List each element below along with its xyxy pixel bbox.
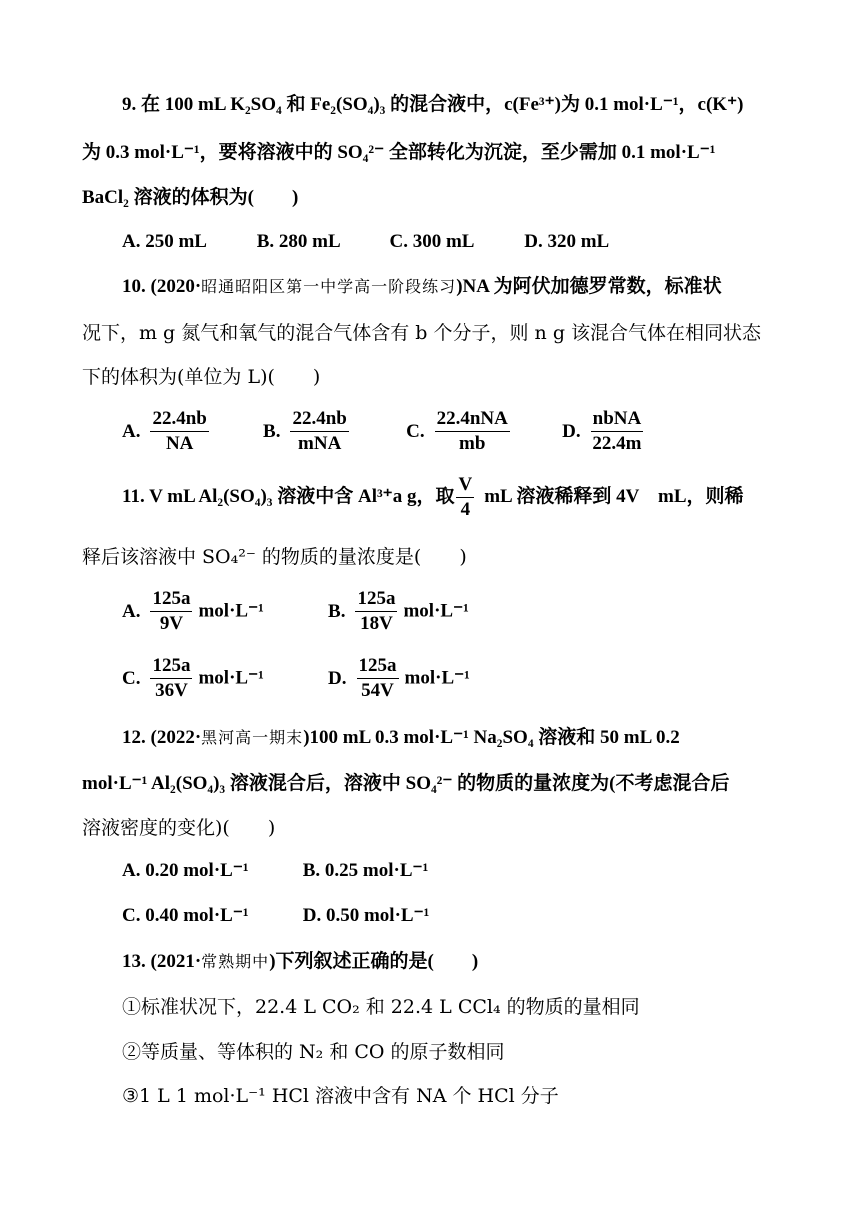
q13-line-1	[122, 949, 822, 975]
q13-number: 13. (2021·	[122, 951, 202, 972]
fraction-denominator: NA	[165, 433, 194, 454]
q11-line-1	[122, 474, 822, 526]
fraction	[355, 588, 397, 635]
q10-option-a	[122, 408, 257, 455]
q11-options-row-1	[122, 588, 822, 640]
option-label: C.	[122, 667, 141, 689]
fraction-denominator: 36V	[155, 680, 188, 701]
q12-option-c: C. 0.40 mol·L⁻¹	[122, 905, 249, 926]
unit-label: mol·L⁻¹	[198, 667, 264, 689]
q13-line-1-rest: )下列叙述正确的是( )	[269, 951, 479, 972]
fraction-denominator: mNA	[298, 433, 342, 454]
unit-label: mol·L⁻¹	[198, 600, 264, 622]
q9-option-d: D. 320 mL	[524, 231, 610, 252]
fraction	[150, 408, 208, 455]
unit-label: mol·L⁻¹	[404, 667, 470, 689]
fraction-numerator: V	[456, 474, 474, 498]
fraction	[357, 655, 399, 702]
fraction-numerator: nbNA	[591, 408, 644, 432]
fraction-denominator: mb	[459, 433, 486, 454]
option-label: B.	[328, 600, 346, 622]
q11-line-1-start: 11. V mL Al₂(SO₄)₃ 溶液中含 Al³⁺a g，取	[122, 485, 455, 507]
fraction	[290, 408, 348, 455]
option-label: A.	[122, 420, 141, 442]
q13-statement-3: ③1 L 1 mol·L⁻¹ HCl 溶液中含有 NA 个 HCl 分子	[122, 1085, 559, 1107]
q12-line-3: 溶液密度的变化)( )	[82, 817, 276, 839]
q11-option-d	[328, 655, 470, 702]
q12-option-b: B. 0.25 mol·L⁻¹	[302, 860, 429, 881]
q12-option-a: A. 0.20 mol·L⁻¹	[122, 860, 249, 881]
fraction-numerator: 125a	[355, 588, 397, 612]
q12-options-row-1	[122, 858, 822, 884]
q10-options	[122, 408, 822, 460]
unit-label: mol·L⁻¹	[403, 600, 469, 622]
option-label: C.	[406, 420, 425, 442]
fraction	[456, 474, 474, 521]
q11-option-b	[328, 588, 469, 635]
option-label: D.	[562, 420, 581, 442]
q9-line-1: 9. 在 100 mL K₂SO₄ 和 Fe₂(SO₄)₃ 的混合液中，c(Fe³⁺)为 0.1 mol·L⁻¹，c(K⁺)	[122, 94, 744, 115]
fraction	[150, 655, 192, 702]
q9-options	[122, 229, 822, 255]
option-label: D.	[328, 667, 347, 689]
fraction	[591, 408, 644, 455]
q13-source: 常熟期中	[201, 952, 270, 971]
q12-line-1-rest: )100 mL 0.3 mol·L⁻¹ Na₂SO₄ 溶液和 50 mL 0.2	[303, 727, 680, 748]
q11-option-a	[122, 588, 322, 635]
q10-line-1-rest: )NA 为阿伏加德罗常数，标准状	[456, 276, 722, 297]
q10-option-c	[406, 408, 556, 455]
fraction-numerator: 22.4nb	[150, 408, 208, 432]
q9-option-b: B. 280 mL	[256, 231, 341, 252]
fraction-numerator: 22.4nb	[290, 408, 348, 432]
q13-statement-1: ①标准状况下，22.4 L CO₂ 和 22.4 L CCl₄ 的物质的量相同	[122, 996, 640, 1018]
q12-line-2: mol·L⁻¹ Al₂(SO₄)₃ 溶液混合后，溶液中 SO₄²⁻ 的物质的量浓度为(不考虑混合后	[82, 773, 730, 794]
q11-line-2: 释后该溶液中 SO₄²⁻ 的物质的量浓度是( )	[82, 546, 467, 568]
fraction-denominator: 18V	[360, 613, 393, 634]
q12-number: 12. (2022·	[122, 727, 202, 748]
fraction-denominator: 22.4m	[592, 433, 642, 454]
q10-line-1	[122, 274, 822, 300]
q12-options-row-2	[122, 903, 822, 929]
q9-line-2: 为 0.3 mol·L⁻¹，要将溶液中的 SO₄²⁻ 全部转化为沉淀，至少需加 0.1 mol·L⁻¹	[82, 142, 716, 163]
fraction	[150, 588, 192, 635]
q10-line-3: 下的体积为(单位为 L)( )	[82, 366, 321, 388]
q10-number: 10. (2020·	[122, 276, 202, 297]
q11-option-c	[122, 655, 322, 702]
q9-option-a: A. 250 mL	[122, 231, 207, 252]
q10-option-d	[562, 408, 649, 455]
q9-option-c: C. 300 mL	[389, 231, 475, 252]
q11-line-1-end: mL 溶液稀释到 4V mL，则稀	[484, 485, 744, 507]
q11-options-row-2	[122, 655, 822, 707]
q12-line-1	[122, 725, 822, 751]
q9-line-3: BaCl₂ 溶液的体积为( )	[82, 187, 299, 208]
fraction	[435, 408, 510, 455]
q10-line-2: 况下，m g 氮气和氧气的混合气体含有 b 个分子，则 n g 该混合气体在相同状态	[82, 322, 762, 344]
fraction-numerator: 125a	[150, 588, 192, 612]
fraction-numerator: 22.4nNA	[435, 408, 510, 432]
fraction-numerator: 125a	[150, 655, 192, 679]
q13-statement-2: ②等质量、等体积的 N₂ 和 CO 的原子数相同	[122, 1041, 505, 1063]
option-label: A.	[122, 600, 141, 622]
q12-option-d: D. 0.50 mol·L⁻¹	[302, 905, 430, 926]
q10-source: 昭通昭阳区第一中学高一阶段练习	[201, 277, 457, 296]
fraction-numerator: 125a	[357, 655, 399, 679]
q12-source: 黑河高一期末	[201, 728, 304, 747]
option-label: B.	[263, 420, 281, 442]
fraction-denominator: 4	[460, 499, 471, 520]
q10-option-b	[263, 408, 400, 455]
fraction-denominator: 9V	[159, 613, 184, 634]
fraction-denominator: 54V	[361, 680, 394, 701]
